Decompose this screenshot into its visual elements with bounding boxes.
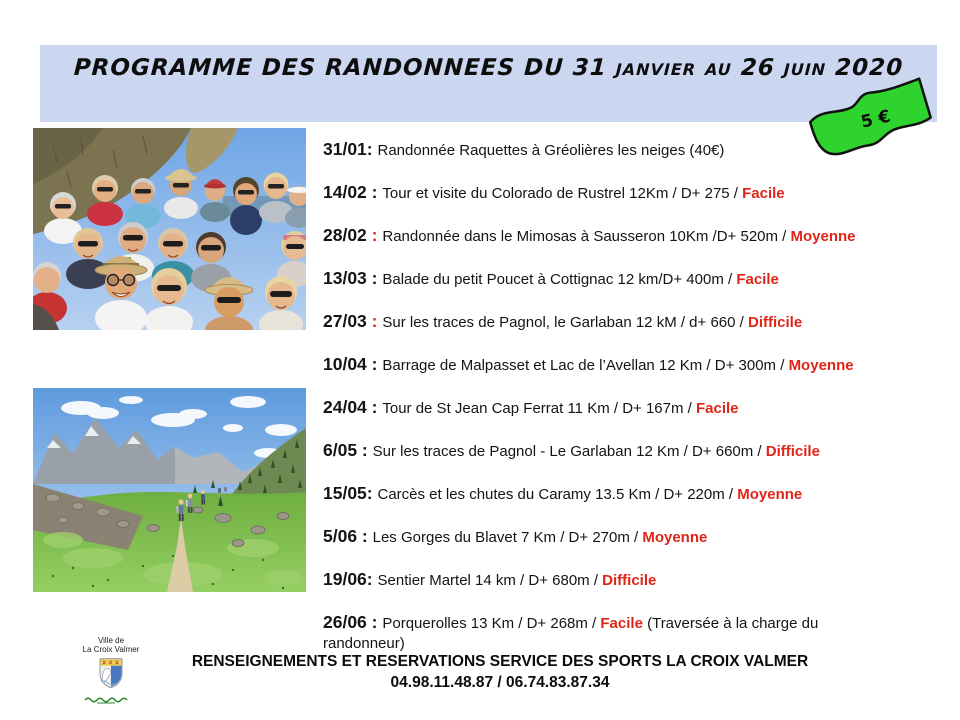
hike-description: Sentier Martel 14 km / D+ 680m / — [377, 572, 603, 589]
hike-separator: : — [366, 268, 383, 288]
hike-difficulty: Facile — [695, 400, 739, 417]
hike-description: Tour de St Jean Cap Ferrat 11 Km / D+ 167m / — [382, 400, 696, 417]
hike-separator: : — [357, 440, 373, 460]
hike-separator: : — [366, 569, 378, 589]
hike-note: (Traversée à la charge du randonneur) — [323, 615, 819, 652]
hike-description: Sur les traces de Pagnol - Le Garlaban 12 Km / D+ 660m / — [372, 443, 766, 460]
hike-difficulty: Facile — [742, 185, 785, 202]
hike-separator: : — [366, 397, 383, 417]
hike-date: 28/02 — [323, 225, 367, 245]
hike-separator: : — [366, 182, 383, 202]
logo-text-line1: Ville de — [97, 636, 125, 645]
hike-separator: : — [357, 526, 373, 546]
price-label: 5 € — [859, 106, 893, 133]
hike-description: Randonnée Raquettes à Gréolières les neiges (40€) — [377, 142, 725, 159]
flag-icon — [799, 75, 941, 173]
footer-line1: RENSEIGNEMENTS ET RESERVATIONS SERVICE DES SPORTS LA CROIX VALMER — [191, 653, 809, 670]
hike-separator: : — [366, 354, 383, 374]
city-crest-icon — [98, 656, 124, 689]
logo-tagline-squiggle — [83, 695, 139, 704]
hike-description: Barrage de Malpasset et Lac de l’Avellan 12 Km / D+ 300m / — [382, 357, 789, 374]
hike-date: 24/04 — [323, 397, 367, 417]
hike-entry — [323, 182, 885, 204]
hike-date: 10/04 — [323, 354, 367, 374]
hike-entry — [323, 569, 885, 591]
hike-description: Balade du petit Poucet à Cottignac 12 km/D+ 400m / — [382, 271, 737, 288]
hike-difficulty: Difficile — [765, 443, 820, 460]
hike-entry — [323, 225, 885, 247]
hike-separator: : — [366, 483, 378, 503]
hike-separator: : — [366, 311, 383, 331]
hike-date: 26/06 — [323, 612, 367, 632]
hike-description: Carcès et les chutes du Caramy 13.5 Km / D+ 220m / — [377, 486, 738, 503]
hike-entry — [323, 612, 885, 654]
hike-separator: : — [366, 225, 383, 245]
hike-difficulty: Moyenne — [790, 228, 856, 245]
trail-photo — [33, 388, 306, 592]
hike-difficulty: Moyenne — [788, 357, 854, 374]
hike-date: 15/05 — [323, 483, 367, 503]
hike-difficulty: Facile — [736, 271, 779, 288]
hike-entry — [323, 526, 885, 548]
group-photo — [33, 128, 306, 330]
page-title: PROGRAMME DES RANDONNEES DU 31 janvier au 26 juin 2020 — [73, 55, 904, 81]
hike-separator: : — [366, 139, 378, 159]
hike-entry — [323, 397, 885, 419]
hike-entry — [323, 311, 885, 333]
hike-date: 27/03 — [323, 311, 367, 331]
hike-description: Porquerolles 13 Km / D+ 268m / — [382, 615, 601, 632]
footer-contact — [130, 651, 870, 693]
hike-date: 6/05 — [323, 440, 358, 460]
hike-difficulty: Difficile — [747, 314, 803, 331]
hike-description: Tour et visite du Colorado de Rustrel 12Km / D+ 275 / — [382, 185, 743, 202]
group-photo-illustration — [33, 128, 306, 330]
hike-description: Randonnée dans le Mimosas à Sausseron 10Km /D+ 520m / — [382, 228, 791, 245]
hike-date: 5/06 — [323, 526, 358, 546]
hike-date: 31/01 — [323, 139, 367, 159]
hike-difficulty: Facile — [600, 615, 643, 632]
hike-description: Les Gorges du Blavet 7 Km / D+ 270m / — [372, 529, 643, 546]
logo-text-line2: La Croix Valmer — [82, 645, 140, 654]
trail-photo-illustration — [33, 388, 306, 592]
hike-entry — [323, 354, 885, 376]
hike-date: 19/06 — [323, 569, 367, 589]
hike-entry — [323, 268, 885, 290]
price-flag — [799, 75, 941, 173]
hike-list — [323, 139, 885, 675]
hike-difficulty: Moyenne — [642, 529, 708, 546]
hike-date: 13/03 — [323, 268, 367, 288]
hike-difficulty: Difficile — [602, 572, 657, 589]
hike-date: 14/02 — [323, 182, 367, 202]
hike-entry — [323, 440, 885, 462]
hike-entry — [323, 139, 885, 161]
hike-difficulty: Moyenne — [737, 486, 803, 503]
hike-description: Sur les traces de Pagnol, le Garlaban 12 kM / d+ 660 / — [382, 314, 748, 331]
hike-separator: : — [366, 612, 383, 632]
hike-entry — [323, 483, 885, 505]
footer-line2: 04.98.11.48.87 / 06.74.83.87.34 — [390, 674, 610, 691]
